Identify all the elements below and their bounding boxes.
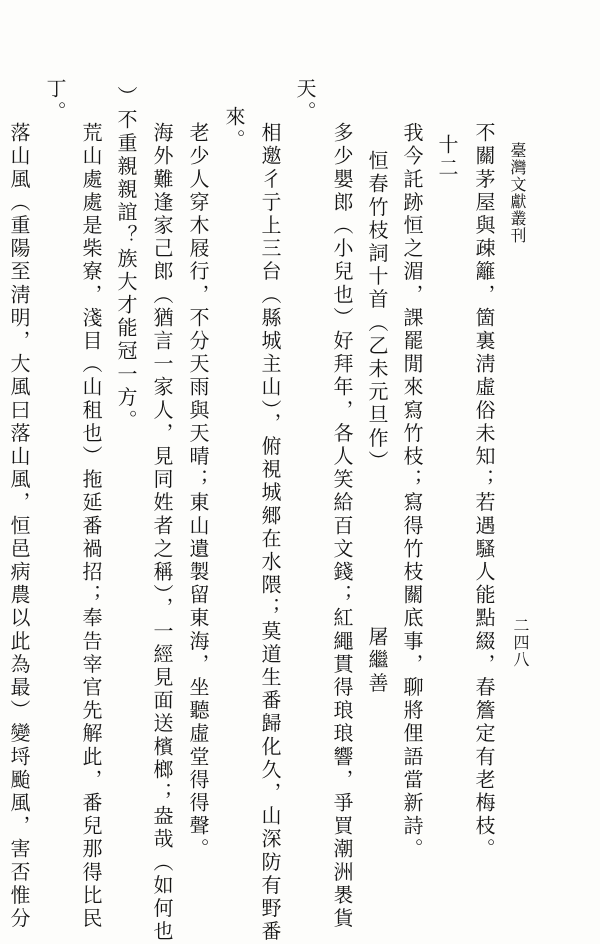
section-number: 十二 — [435, 134, 459, 181]
poem-line: 老少人穿木屐行，不分天雨與天晴；東山遺製留東海，坐聽虛堂得得聲。 — [186, 122, 210, 862]
poem-line: 來。 — [222, 106, 246, 153]
poem-line: 不關茅屋與疎籬，箇裏淸虛俗未知；若遇騷人能點綴，春簷定有老梅枝。 — [472, 122, 496, 862]
poem-title: 恒春竹枝詞十首（乙未元旦作） — [365, 150, 389, 474]
poem-line: 荒山處處是柴寮，淺目（山租也）拖延番禍招；奉告宰官先解此，番兒那得比民 — [79, 122, 103, 931]
poem-line: 天。 — [293, 78, 317, 125]
series-title: 臺灣文獻叢刊 — [508, 142, 527, 244]
poem-line: ）不重親親誼？族大才能冠一方。 — [114, 86, 138, 433]
poem-line: 丁。 — [43, 78, 67, 125]
poem-line: 海外難逢家己郎（猶言一家人，見同姓者之稱），一經見面送檳榔；盎哉（如何也 — [150, 122, 174, 944]
poem-line: 相邀彳亍上三台（縣城主山），俯視城郷在水隈；莫道生番歸化久，山深防有野番 — [258, 122, 282, 944]
poem-line: 我今託跡恒之湄，課罷閒來寫竹枝；寫得竹枝關底事，聊將俚語當新詩。 — [400, 122, 424, 862]
poem-line: 多少嬰郎（小兒也）好拜年，各人笑給百文錢；紅繩貫得琅琅響，爭買潮洲褁貨 — [330, 122, 354, 931]
poem-line: 落山風（重陽至淸明，大風曰落山風，恒邑病農以此為最）變埒颱風，害否惟分 — [7, 122, 31, 931]
author-name: 屠繼善 — [365, 626, 389, 696]
page-number: 二四八 — [511, 617, 530, 668]
